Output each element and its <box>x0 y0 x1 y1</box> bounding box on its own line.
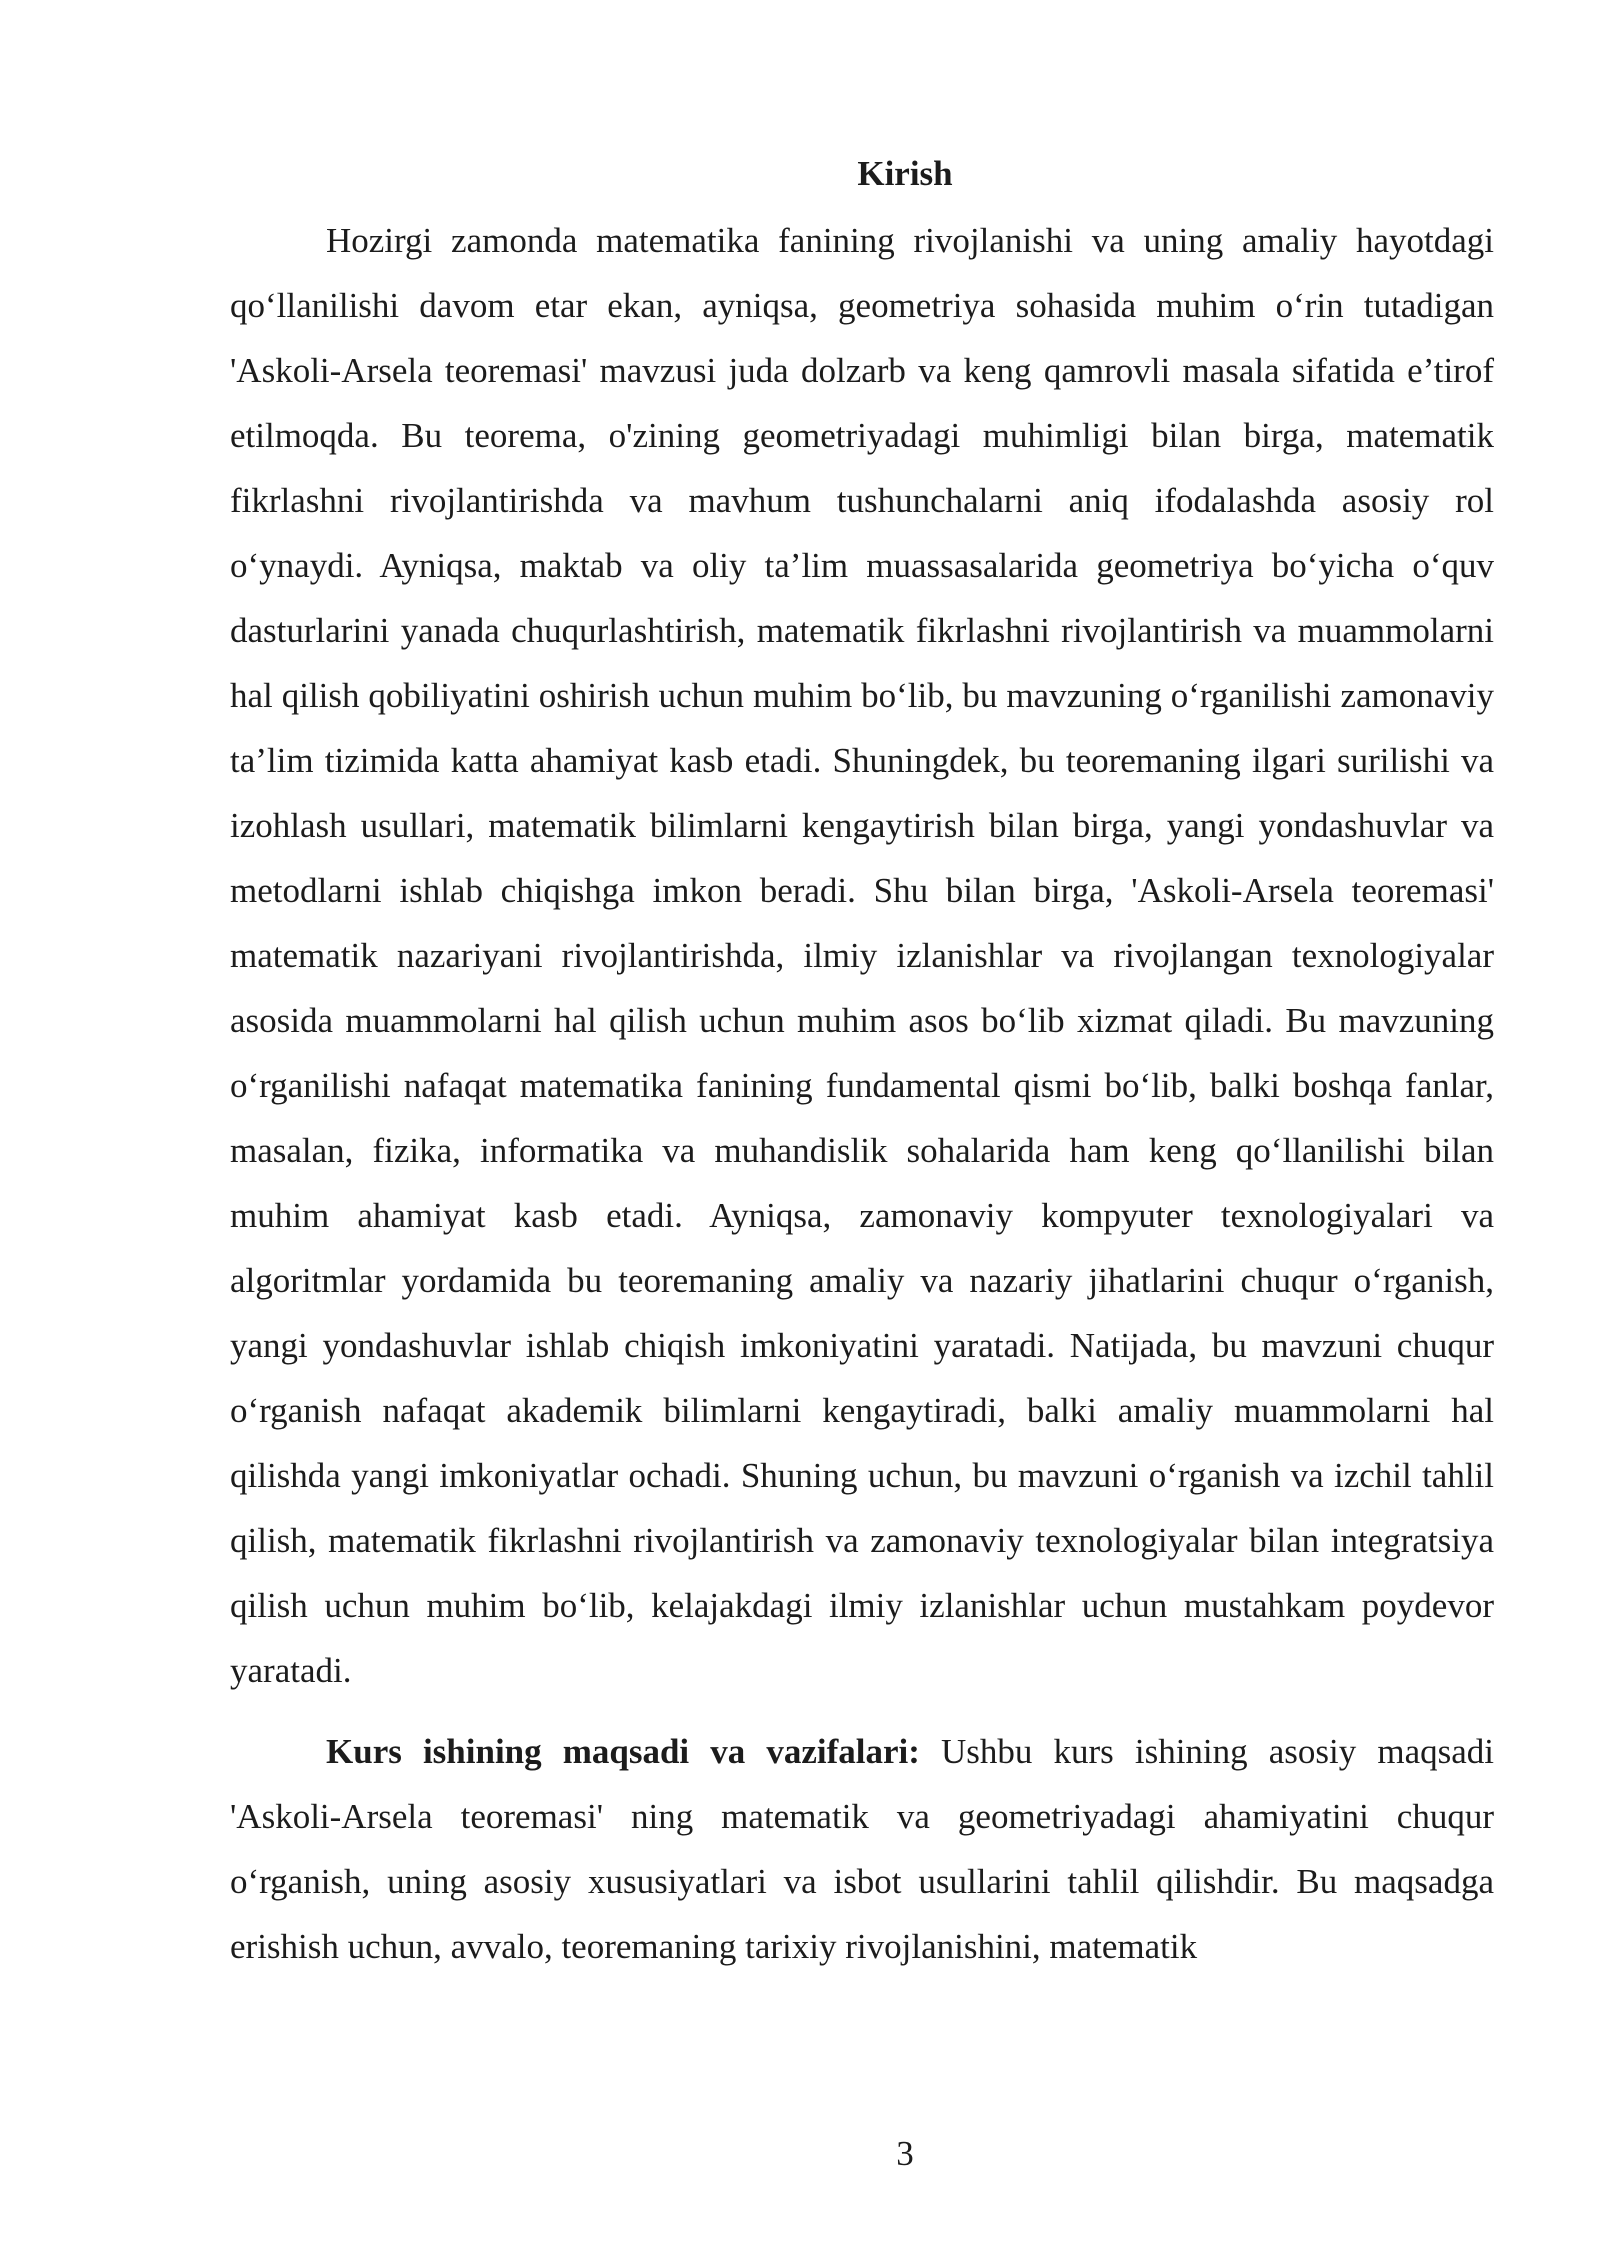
paragraph-introduction: Hozirgi zamonda matematika fanining rivojlanishi va uning amaliy hayotdagi qo‘llanilishi davom etar ekan, ayniqsa, geometriya sohasida muhim o‘rin tutadigan 'Askoli-Arsela teoremasi' mavzusi juda dolzarb va keng qamrovli masala sifatida e’tirof etilmoqda. Bu teorema, o'zining geometriyadagi muhimligi bilan birga, matematik fikrlashni rivojlantirishda va mavhum tushunchalarni aniq ifodalashda asosiy rol o‘ynaydi. Ayniqsa, maktab va oliy ta’lim muassasalarida geometriya bo‘yicha o‘quv dasturlarini yanada chuqurlashtirish, matematik fikrlashni rivojlantirish va muammolarni hal qilish qobiliyatini oshirish uchun muhim bo‘lib, bu mavzuning o‘rganilishi zamonaviy ta’lim tizimida katta ahamiyat kasb etadi. Shuningdek, bu teoremaning ilgari surilishi va izohlash usullari, matematik bilimlarni kengaytirish bilan birga, yangi yondashuvlar va metodlarni ishlab chiqishga imkon beradi. Shu bilan birga, 'Askoli-Arsela teoremasi' matematik nazariyani rivojlantirishda, ilmiy izlanishlar va rivojlangan texnologiyalar asosida muammolarni hal qilish uchun muhim asos bo‘lib xizmat qiladi. Bu mavzuning o‘rganilishi nafaqat matematika fanining fundamental qismi bo‘lib, balki boshqa fanlar, masalan, fizika, informatika va muhandislik sohalarida ham keng qo‘llanilishi bilan muhim ahamiyat kasb etadi. Ayniqsa, zamonaviy kompyuter texnologiyalari va algoritmlar yordamida bu teoremaning amaliy va nazariy jihatlarini chuqur o‘rganish, yangi yondashuvlar ishlab chiqish imkoniyatini yaratadi. Natijada, bu mavzuni chuqur o‘rganish nafaqat akademik bilimlarni kengaytiradi, balki amaliy muammolarni hal qilishda yangi imkoniyatlar ochadi. Shuning uchun, bu mavzuni o‘rganish va izchil tahlil qilish, matematik fikrlashni rivojlantirish va zamonaviy texnologiyalar bilan integratsiya qilish uchun muhim bo‘lib, kelajakdagi ilmiy izlanishlar uchun mustahkam poydevor yaratadi. <box>230 221 1494 1690</box>
paragraph-aims-lead: Kurs ishining maqsadi va vazifalari: <box>326 1732 920 1771</box>
section-heading: Kirish <box>857 154 953 193</box>
paragraph-aims-text: Ushbu kurs ishining asosiy maqsadi 'Askoli-Arsela teoremasi' ning matematik va geometriyadagi ahamiyatini chuqur o‘rganish, uning asosiy xususiyatlari va isbot usullarini tahlil qilishdir. Bu maqsadga erishish uchun, avvalo, teoremaning tarixiy rivojlanishini, matematik <box>230 1732 1494 1966</box>
page-number: 3 <box>896 2134 914 2173</box>
body-text <box>230 208 1494 1979</box>
paragraph-aims <box>230 1719 1494 1979</box>
